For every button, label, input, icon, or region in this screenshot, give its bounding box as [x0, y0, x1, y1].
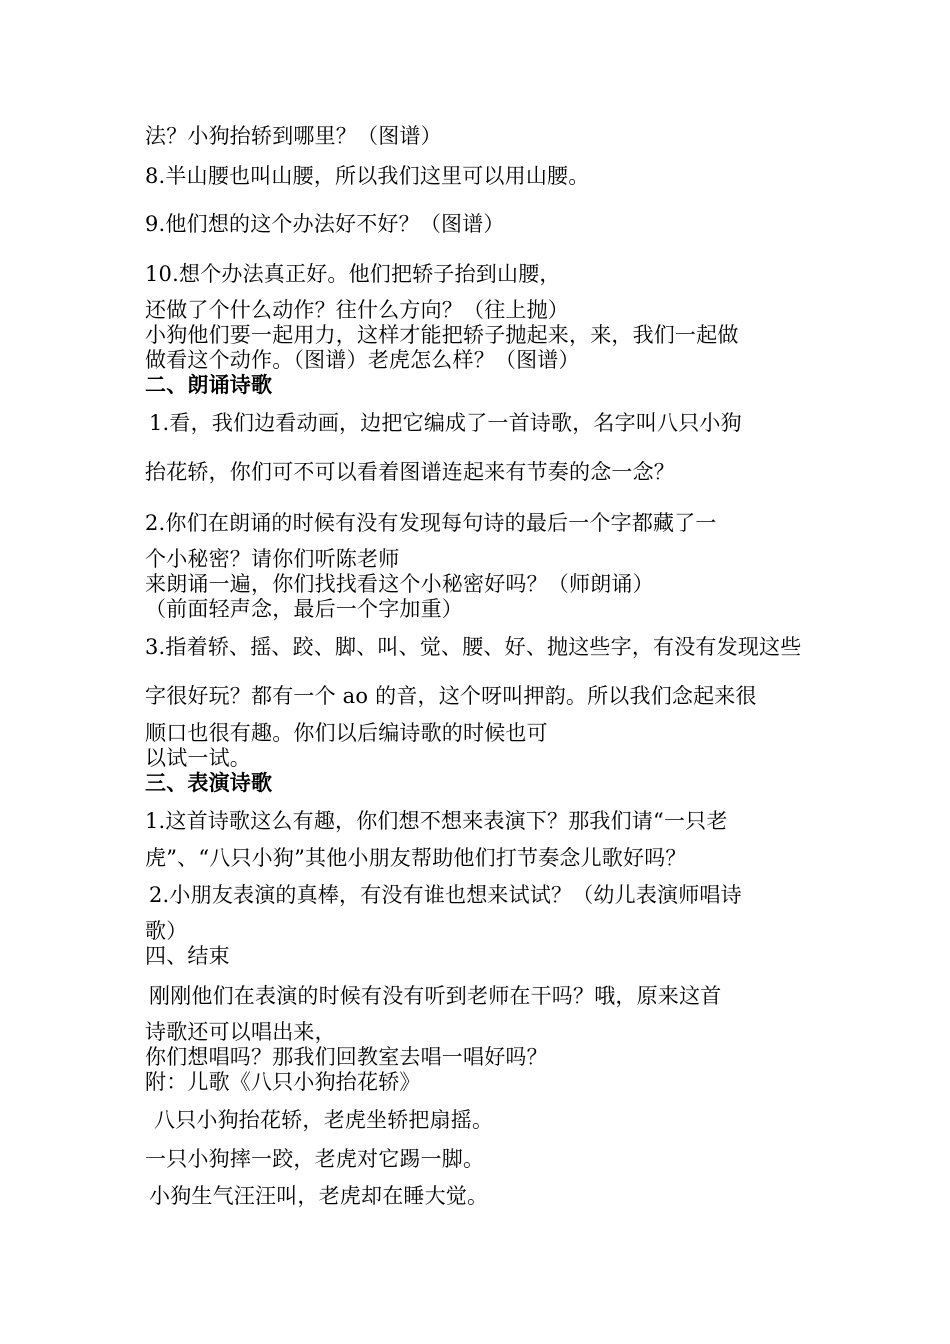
text-line: 做看这个动作。（图谱）老虎怎么样？（图谱） [145, 348, 580, 372]
text-line: 1.看，我们边看动画，边把它编成了一首诗歌，名字叫八只小狗 [149, 411, 742, 435]
text-line: 抬花轿，你们可不可以看着图谱连起来有节奏的念一念？ [145, 460, 675, 484]
text-line: 虎”、“八只小狗”其他小朋友帮助他们打节奏念儿歌好吗？ [145, 846, 687, 870]
text-line: 你们想唱吗？那我们回教室去唱一唱好吗？ [145, 1045, 548, 1069]
section-heading: 四、结束 [145, 944, 230, 968]
text-line: 来朗诵一遍，你们找找看这个小秘密好吗？（师朗诵） [145, 572, 654, 596]
section-heading: 三、表演诗歌 [145, 770, 273, 795]
text-line: 法？小狗抬轿到哪里？（图谱） [145, 124, 442, 148]
text-line: 3.指着轿、摇、跤、脚、叫、觉、腰、好、抛这些字，有没有发现这些 [145, 635, 802, 659]
poem-line: 一只小狗摔一跤，老虎对它踢一脚。 [145, 1147, 485, 1171]
text-line: 10.想个办法真正好。他们把轿子抬到山腰， [145, 262, 561, 286]
text-line: （前面轻声念，最后一个字加重） [145, 597, 463, 621]
section-heading: 二、朗诵诗歌 [145, 372, 273, 397]
text-line: 8.半山腰也叫山腰，所以我们这里可以用山腰。 [145, 164, 590, 188]
text-line: 1.这首诗歌这么有趣，你们想不想来表演下？那我们请“一只老 [145, 809, 728, 833]
text-line: 个小秘密？请你们听陈老师 [145, 547, 400, 571]
text-line: 2.小朋友表演的真棒，有没有谁也想来试试？（幼儿表演师唱诗 [149, 883, 742, 907]
text-line: 诗歌还可以唱出来， [145, 1020, 336, 1044]
text-line: 顺口也很有趣。你们以后编诗歌的时候也可 [145, 721, 548, 745]
poem-title: 附：儿歌《八只小狗抬花轿》 [145, 1070, 421, 1094]
poem-line: 八只小狗抬花轿，老虎坐轿把扇摇。 [154, 1108, 494, 1132]
text-line: 2.你们在朗诵的时候有没有发现每句诗的最后一个字都藏了一 [145, 511, 717, 535]
text-line: 以试一试。 [145, 746, 251, 770]
text-line: 歌） [145, 919, 188, 943]
text-line: 字很好玩？都有一个 ao 的音，这个呀叫押韵。所以我们念起来很 [145, 684, 757, 708]
text-line: 小狗他们要一起用力，这样才能把轿子抛起来，来，我们一起做 [145, 323, 739, 347]
text-line: 还做了个什么动作？往什么方向？（往上抛） [145, 298, 569, 322]
text-line: 刚刚他们在表演的时候有没有听到老师在干吗？哦，原来这首 [149, 984, 722, 1008]
poem-line: 小狗生气汪汪叫，老虎却在睡大觉。 [149, 1184, 489, 1208]
text-line: 9.他们想的这个办法好不好？（图谱） [145, 212, 505, 236]
